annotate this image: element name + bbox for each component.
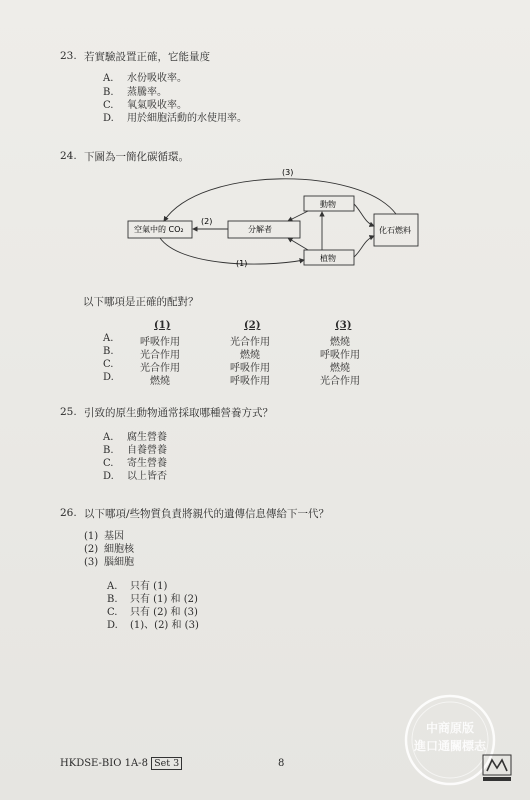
q25-option-d-text: 以上皆否	[127, 471, 167, 482]
q24-row-d-c3: 光合作用	[320, 376, 360, 387]
q25-option-c-text: 寄生營養	[127, 458, 167, 469]
q24-text: 下圖為一簡化碳循環。	[84, 151, 189, 163]
q25-option-d-letter: D.	[103, 471, 114, 482]
q23-option-a-letter: A.	[103, 73, 114, 84]
q24-row-b-c3: 呼吸作用	[320, 350, 360, 361]
q25-option-a-text: 腐生營養	[127, 432, 167, 443]
q24-row-a-c2: 光合作用	[230, 337, 270, 348]
q23-option-c-text: 氧氣吸收率。	[127, 100, 187, 111]
q25-option-a-letter: A.	[103, 432, 114, 443]
q26-option-c-letter: C.	[107, 607, 118, 618]
footer-code: HKDSE-BIO 1A-8	[60, 758, 148, 769]
q26-option-b-letter: B.	[107, 594, 118, 605]
q26-number: 26.	[60, 507, 77, 519]
q25-option-b-text: 自養營養	[127, 445, 167, 456]
q24-number: 24.	[60, 150, 77, 162]
q26-option-a-letter: A.	[107, 581, 118, 592]
q24-header-1: (1)	[154, 320, 171, 331]
q26-text: 以下哪項/些物質負責將親代的遺傳信息傳給下一代？	[84, 508, 330, 520]
arrow-plant-fossil	[354, 236, 374, 257]
arrow-3	[164, 179, 396, 221]
q23-option-b-text: 蒸騰率。	[127, 87, 167, 98]
arrow-animal-decomposer	[288, 211, 308, 221]
q23-option-c-letter: C.	[103, 100, 114, 111]
arrow-1	[160, 238, 304, 264]
q24-row-b-c2: 燃燒	[240, 350, 260, 361]
q23-option-d-letter: D.	[103, 113, 114, 124]
label-animal: 動物	[320, 200, 336, 209]
footer-page-number: 8	[278, 758, 285, 769]
q24-row-c-c1: 光合作用	[140, 363, 180, 374]
q24-row-c-c2: 呼吸作用	[230, 363, 270, 374]
label-plant: 植物	[320, 254, 336, 263]
q26-item-1-text: 基因	[104, 531, 124, 542]
watermark-line1: 中商原版	[425, 721, 475, 735]
q24-row-a-c3: 燃燒	[330, 337, 350, 348]
publisher-logo-icon	[482, 754, 512, 782]
label-decomposer: 分解者	[248, 225, 272, 234]
q24-row-b-c1: 光合作用	[140, 350, 180, 361]
q25-number: 25.	[60, 406, 77, 418]
q24-row-c-letter: C.	[103, 359, 114, 370]
q26-item-3-num: (3)	[84, 557, 99, 568]
q24-row-b-letter: B.	[103, 346, 114, 357]
watermark-line2: 進口通關標志	[413, 739, 487, 753]
q23-option-a-text: 水份吸收率。	[127, 73, 187, 84]
q26-option-d-text: (1)、(2) 和 (3)	[130, 620, 199, 631]
q26-item-2-num: (2)	[84, 544, 99, 555]
label-fossil-fuel: 化石燃料	[379, 226, 411, 235]
q24-row-a-letter: A.	[103, 333, 114, 344]
footer-set-box: Set 3	[151, 757, 182, 770]
q24-prompt: 以下哪項是正確的配對？	[83, 296, 199, 308]
q25-text: 引致的原生動物通常採取哪種營養方式？	[84, 407, 273, 419]
q26-item-1-num: (1)	[84, 531, 99, 542]
arrow-plant-decomposer	[288, 238, 308, 250]
q25-option-c-letter: C.	[103, 458, 114, 469]
q26-option-d-letter: D.	[107, 620, 118, 631]
q23-option-d-text: 用於細胞活動的水使用率。	[127, 113, 247, 124]
q24-row-c-c3: 燃燒	[330, 363, 350, 374]
label-arrow-3: (3)	[282, 168, 294, 177]
q25-option-b-letter: B.	[103, 445, 114, 456]
q26-option-a-text: 只有 (1)	[130, 581, 168, 592]
q26-item-2-text: 細胞核	[104, 544, 134, 555]
q26-option-b-text: 只有 (1) 和 (2)	[130, 594, 198, 605]
label-arrow-2: (2)	[201, 217, 213, 226]
q23-number: 23.	[60, 50, 77, 62]
q24-row-a-c1: 呼吸作用	[140, 337, 180, 348]
q24-row-d-letter: D.	[103, 372, 114, 383]
q26-option-c-text: 只有 (2) 和 (3)	[130, 607, 198, 618]
label-air-co2: 空氣中的 CO₂	[134, 225, 184, 234]
q24-row-d-c1: 燃燒	[150, 376, 170, 387]
q24-header-3: (3)	[335, 320, 352, 331]
q23-option-b-letter: B.	[103, 87, 114, 98]
carbon-cycle-diagram	[120, 164, 420, 274]
q23-text: 若實驗設置正確，它能量度	[84, 51, 210, 63]
q24-row-d-c2: 呼吸作用	[230, 376, 270, 387]
q26-item-3-text: 腦細胞	[104, 557, 134, 568]
label-arrow-1: (1)	[236, 259, 248, 268]
footer-paper-code	[60, 758, 182, 769]
arrow-animal-fossil	[354, 204, 374, 226]
q24-header-2: (2)	[244, 320, 261, 331]
